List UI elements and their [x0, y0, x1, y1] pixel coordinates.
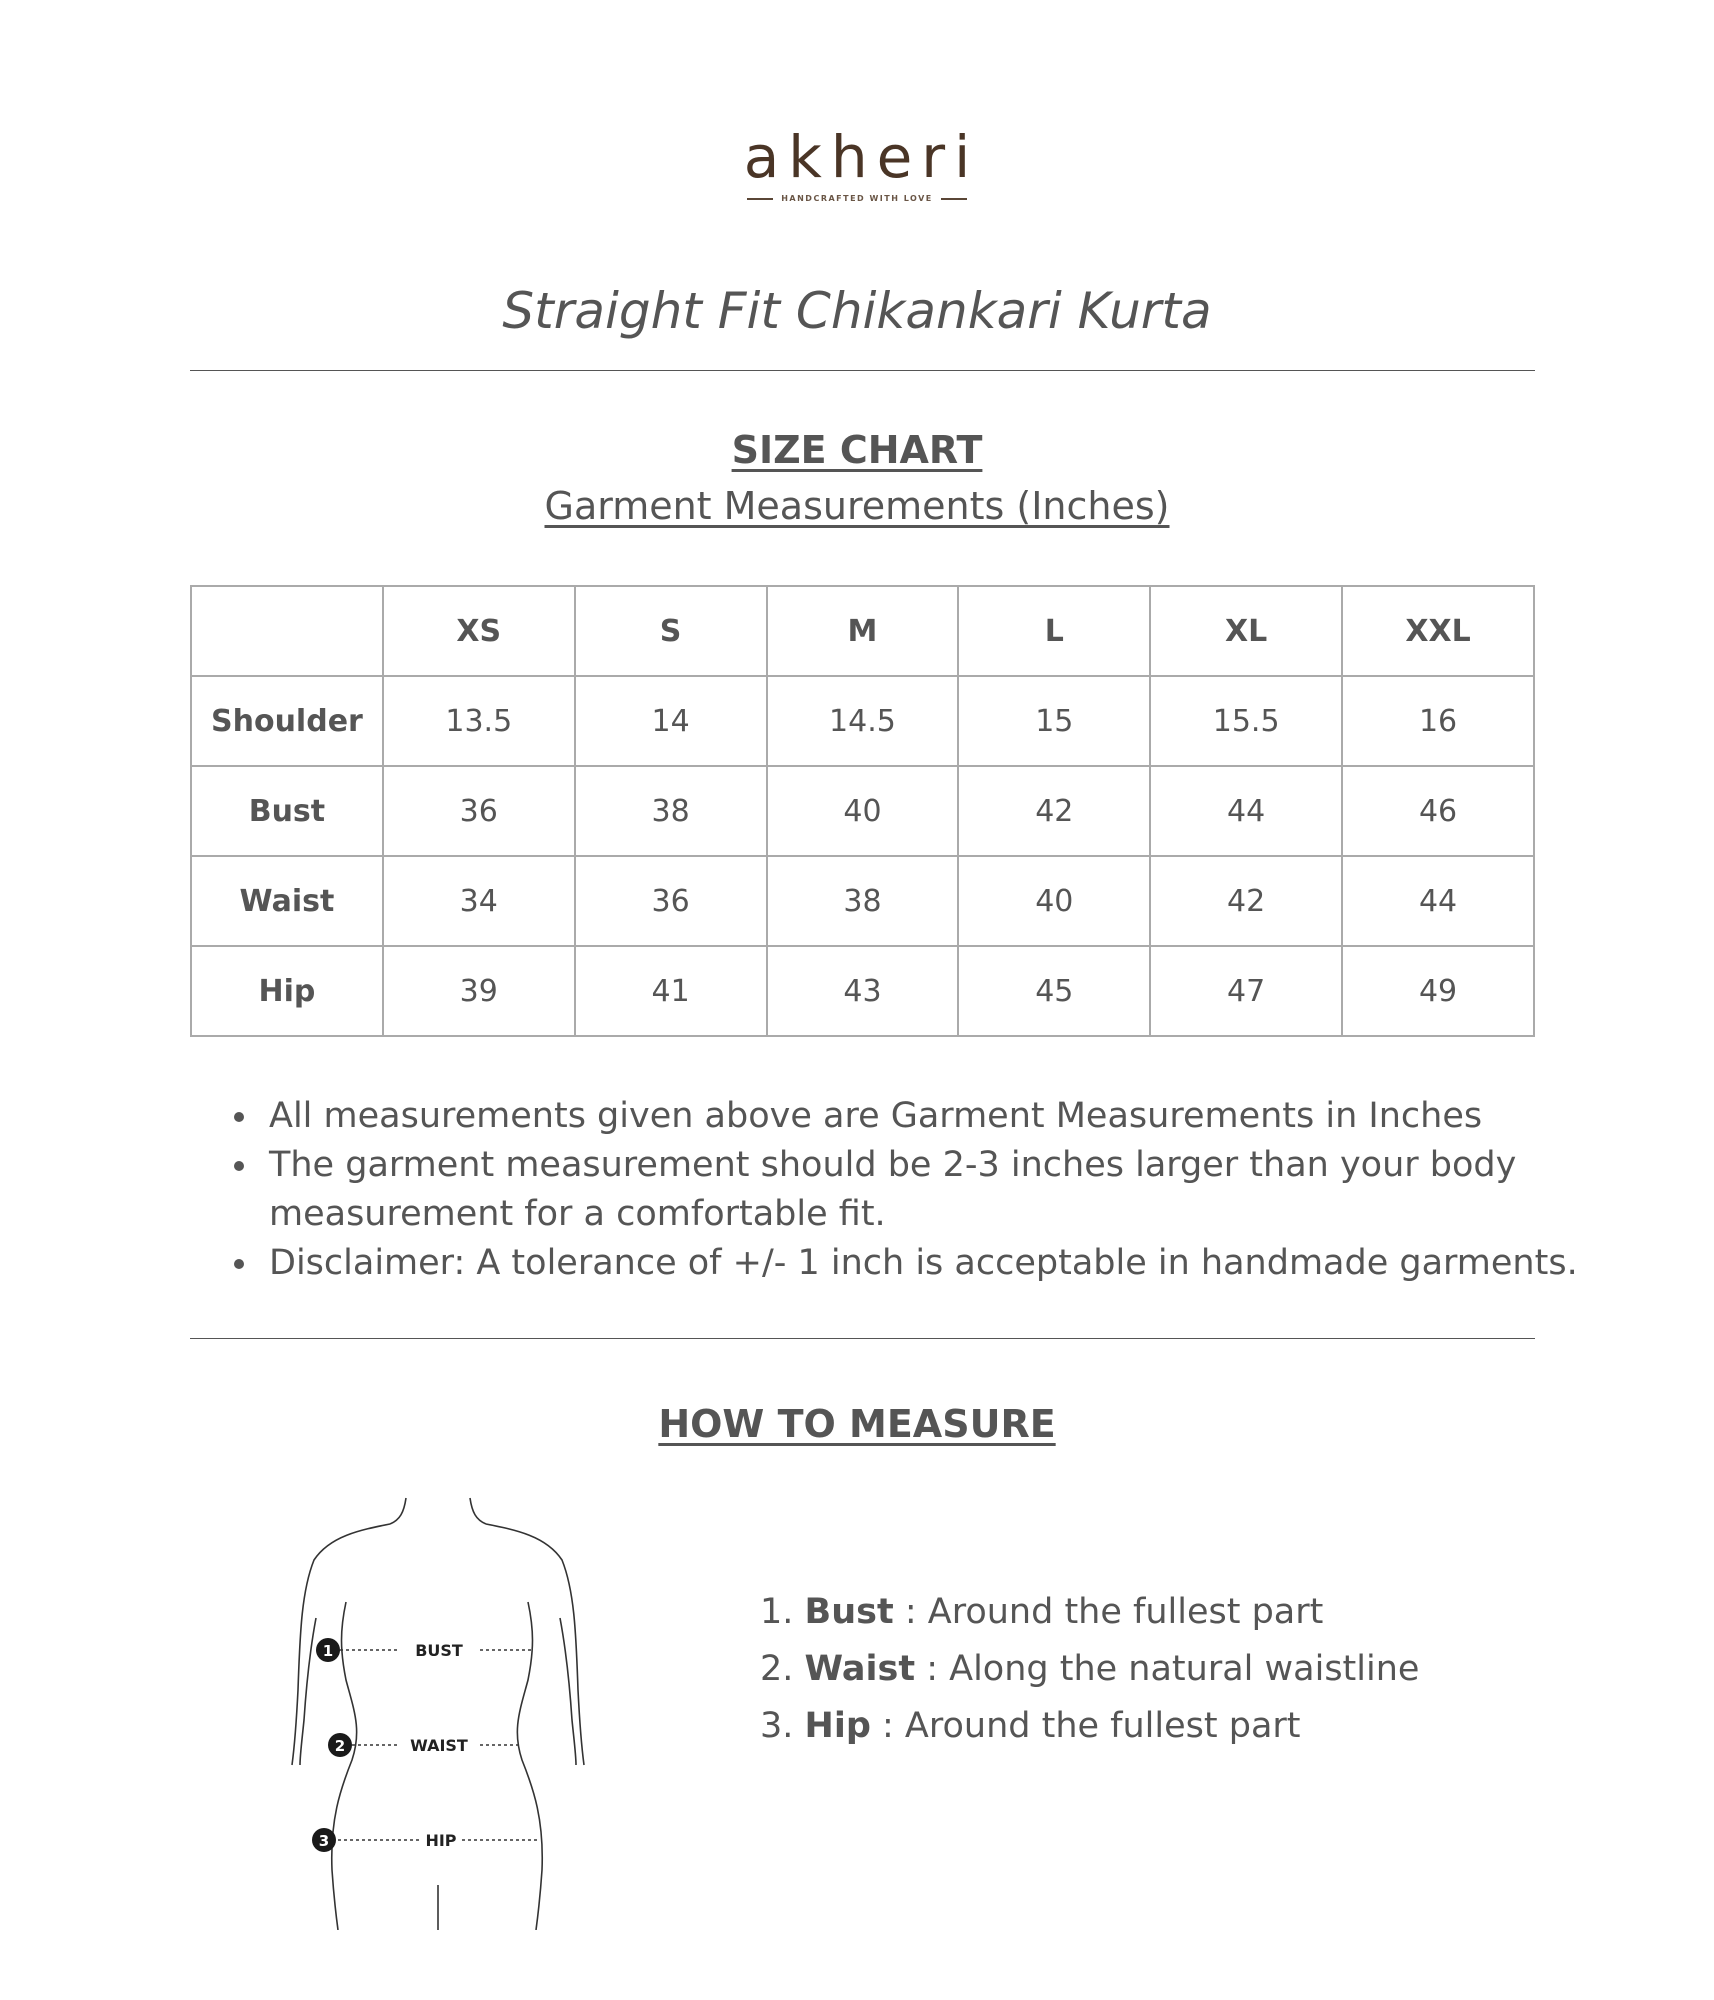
measure-step — [760, 1698, 1419, 1755]
table-cell: 16 — [1342, 676, 1534, 766]
brand-tagline: HANDCRAFTED WITH LOVE — [781, 194, 933, 203]
table-cell: 39 — [383, 946, 575, 1036]
table-cell: 14.5 — [767, 676, 959, 766]
table-cell: 13.5 — [383, 676, 575, 766]
table-cell: 36 — [575, 856, 767, 946]
column-header: XS — [383, 586, 575, 676]
table-cell: 34 — [383, 856, 575, 946]
measure-steps-list — [760, 1584, 1419, 1755]
table-row — [191, 946, 1534, 1036]
table-row — [191, 676, 1534, 766]
table-cell: 36 — [383, 766, 575, 856]
table-cell: 49 — [1342, 946, 1534, 1036]
table-cell: 45 — [958, 946, 1150, 1036]
how-to-measure-heading: HOW TO MEASURE — [658, 1402, 1056, 1446]
step-number: 3. — [760, 1706, 794, 1746]
table-cell: 46 — [1342, 766, 1534, 856]
table-cell: 42 — [958, 766, 1150, 856]
row-label: Shoulder — [191, 676, 383, 766]
table-cell: 38 — [575, 766, 767, 856]
divider-middle — [190, 1338, 1535, 1339]
divider-top — [190, 370, 1535, 371]
table-cell: 42 — [1150, 856, 1342, 946]
table-cell: 44 — [1150, 766, 1342, 856]
row-label: Hip — [191, 946, 383, 1036]
table-row — [191, 766, 1534, 856]
marker-number: 1 — [322, 1642, 334, 1660]
marker-number: 2 — [334, 1737, 346, 1755]
row-label: Waist — [191, 856, 383, 946]
brand-logo — [0, 123, 1714, 203]
tagline-left-line — [747, 198, 773, 200]
row-label: Bust — [191, 766, 383, 856]
table-cell: 44 — [1342, 856, 1534, 946]
step-number: 1. — [760, 1592, 794, 1632]
tagline-right-line — [941, 198, 967, 200]
product-title: Straight Fit Chikankari Kurta — [502, 282, 1212, 340]
table-cell: 40 — [958, 856, 1150, 946]
table-cell: 41 — [575, 946, 767, 1036]
measure-step — [760, 1641, 1419, 1698]
hip-label: HIP — [425, 1831, 457, 1850]
body-figure-diagram — [290, 1490, 590, 1930]
waist-label: WAIST — [410, 1736, 468, 1755]
body-outline — [292, 1498, 584, 1930]
table-cell: 15 — [958, 676, 1150, 766]
marker-number: 3 — [318, 1832, 330, 1850]
table-row — [191, 856, 1534, 946]
table-cell: 40 — [767, 766, 959, 856]
table-cell: 14 — [575, 676, 767, 766]
step-description: : Along the natural waistline — [915, 1649, 1420, 1689]
column-header: L — [958, 586, 1150, 676]
brand-name: akheri — [743, 123, 980, 191]
column-header: XL — [1150, 586, 1342, 676]
step-description: : Around the fullest part — [893, 1592, 1324, 1632]
step-name: Bust — [804, 1592, 894, 1632]
step-name: Hip — [804, 1706, 871, 1746]
column-header: S — [575, 586, 767, 676]
table-cell: 15.5 — [1150, 676, 1342, 766]
column-header: M — [767, 586, 959, 676]
size-chart-heading: SIZE CHART — [731, 428, 983, 472]
table-cell: 43 — [767, 946, 959, 1036]
corner-cell — [191, 586, 383, 676]
waist-marker — [328, 1733, 468, 1757]
table-header-row — [191, 586, 1534, 676]
note-item: • The garment measurement should be 2-3 inches larger than your body measurement for a comfortable fit. — [261, 1141, 1591, 1239]
measure-step — [760, 1584, 1419, 1641]
note-item: • All measurements given above are Garment Measurements in Inches — [261, 1092, 1591, 1141]
size-chart-subheading: Garment Measurements (Inches) — [544, 484, 1170, 528]
step-name: Waist — [804, 1649, 916, 1689]
step-description: : Around the fullest part — [870, 1706, 1301, 1746]
bust-label: BUST — [415, 1641, 463, 1660]
table-cell: 38 — [767, 856, 959, 946]
brand-tagline-row — [0, 194, 1714, 203]
step-number: 2. — [760, 1649, 794, 1689]
table-cell: 47 — [1150, 946, 1342, 1036]
size-chart-table — [190, 585, 1535, 1037]
note-item: • Disclaimer: A tolerance of +/- 1 inch is acceptable in handmade garments. — [261, 1239, 1591, 1288]
notes-list — [225, 1092, 1591, 1288]
column-header: XXL — [1342, 586, 1534, 676]
